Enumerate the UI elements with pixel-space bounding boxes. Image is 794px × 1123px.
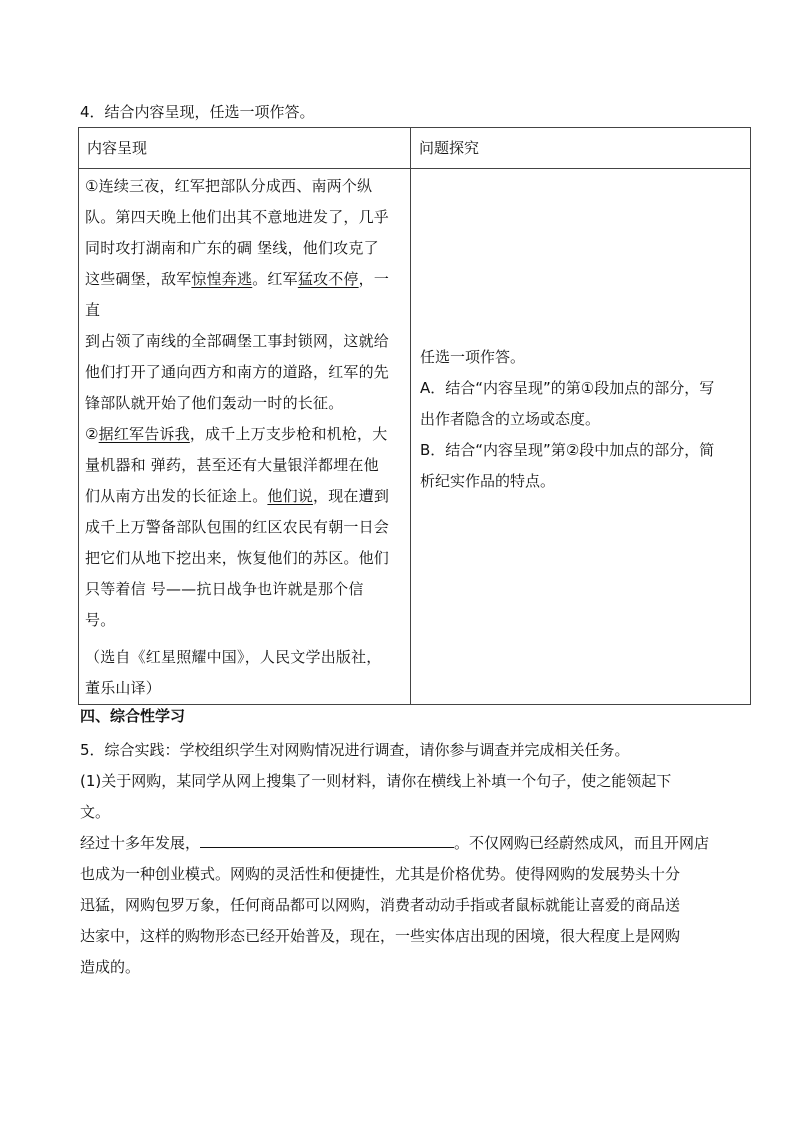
inquiry-cell xyxy=(411,169,751,705)
passage xyxy=(79,169,410,704)
question-5-line: 迅猛，网购包罗万象，任何商品都可以网购，消费者动动手指或者鼠标就能让喜爱的商品送 xyxy=(80,896,681,914)
passage-line: 到占领了南线的全部碉堡工事封锁网，这就给 xyxy=(85,332,390,350)
text-run: ，现在遭到 xyxy=(313,487,390,505)
header-inquiry-label: 问题探究 xyxy=(419,139,480,157)
question-5-line: (1)关于网购，某同学从网上搜集了一则材料，请你在横线上补填一个句子，使之能领起下 xyxy=(80,772,672,790)
dotted-phrase: 据红军告诉我 xyxy=(98,425,190,443)
table-body-row xyxy=(79,169,751,705)
table-header-row xyxy=(79,128,751,169)
question-5-line: 达家中，这样的购物形态已经开始普及，现在，一些实体店出现的困境，很大程度上是网购 xyxy=(80,927,681,945)
question-5-line: 造成的。 xyxy=(80,958,141,976)
inquiry-task xyxy=(411,169,750,497)
task-intro: 任选一项作答。 xyxy=(420,348,526,366)
text-run: 经过十多年发展， xyxy=(80,834,201,852)
question-5-line xyxy=(80,828,740,859)
source-citation: 董乐山译） xyxy=(85,679,162,697)
passage-line: ①连续三夜，红军把部队分成西、南两个纵 xyxy=(85,177,373,195)
text-run: 。红军 xyxy=(252,270,298,288)
content-cell xyxy=(79,169,411,705)
dotted-phrase: 他们说 xyxy=(267,487,314,505)
question-5-line: 文。 xyxy=(80,803,111,821)
task-option-b: B．结合“内容呈现”第②段中加点的部分，简 xyxy=(420,441,715,459)
text-run: 们从南方出发的长征途上。 xyxy=(85,487,268,505)
dotted-phrase: 猛攻不停 xyxy=(297,270,359,288)
header-content-cell xyxy=(79,128,411,169)
passage-line xyxy=(85,481,404,512)
passage-line: 同时攻打湖南和广东的碉 堡线，他们攻克了 xyxy=(85,239,379,257)
passage-line: 队。第四天晚上他们出其不意地进发了，几乎 xyxy=(85,208,390,226)
text-run: 。不仅网购已经蔚然成风，而且开网店 xyxy=(454,834,710,852)
passage-line: 号。 xyxy=(85,611,116,629)
task-option-a: A．结合“内容呈现”的第①段加点的部分，写 xyxy=(420,379,715,397)
text-run: ② xyxy=(85,425,99,443)
passage-line: 只等着信 号——抗日战争也许就是那个信 xyxy=(85,580,364,598)
question-5-line: 5．综合实践：学校组织学生对网购情况进行调查，请你参与调查并完成相关任务。 xyxy=(80,741,630,759)
text-run: ，成千上万支步枪和机枪，大 xyxy=(189,425,388,443)
fill-in-blank xyxy=(200,829,454,848)
question-5 xyxy=(80,735,740,983)
question-4-prompt: 4．结合内容呈现，任选一项作答。 xyxy=(80,103,315,121)
header-content-label: 内容呈现 xyxy=(87,139,148,157)
passage-line: 他们打开了通向西方和南方的道路，红军的先 xyxy=(85,363,390,381)
passage-line: 锋部队就开始了他们轰动一时的长征。 xyxy=(85,394,344,412)
passage-line: 把它们从地下挖出来，恢复他们的苏区。他们 xyxy=(85,549,390,567)
content-table xyxy=(78,127,751,705)
header-inquiry-cell xyxy=(411,128,751,169)
passage-line: 成千上万警备部队包围的红区农民有朝一日会 xyxy=(85,518,390,536)
source-citation: （选自《红星照耀中国》，人民文学出版社， xyxy=(85,648,382,666)
dotted-phrase: 惊惶奔逃 xyxy=(191,270,253,288)
passage-line xyxy=(85,419,404,450)
task-option-b: 析纪实作品的特点。 xyxy=(420,472,556,490)
text-run: ，一直 xyxy=(85,270,390,319)
passage-line: 量机器和 弹药，甚至还有大量银洋都埋在他 xyxy=(85,456,379,474)
passage-line xyxy=(85,264,404,326)
question-5-line: 也成为一种创业模式。网购的灵活性和便捷性，尤其是价格优势。使得网购的发展势头十分 xyxy=(80,865,681,883)
task-option-a: 出作者隐含的立场或态度。 xyxy=(420,410,601,428)
section-heading: 四、综合性学习 xyxy=(80,707,186,725)
text-run: 这些碉堡，敌军 xyxy=(85,270,192,288)
